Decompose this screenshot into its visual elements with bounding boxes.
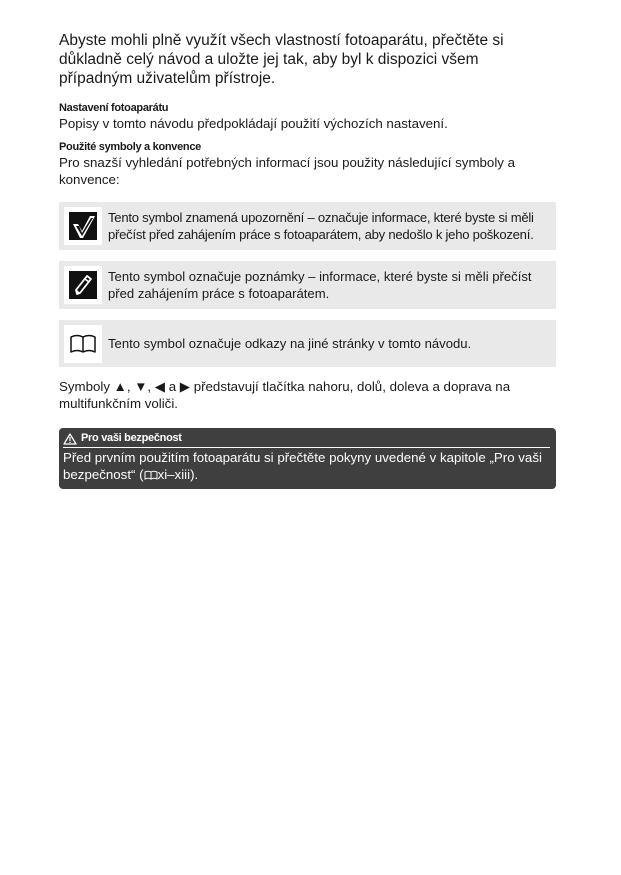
open-book-icon [64,325,102,363]
section-text-camera-settings: Popisy v tomto návodu předpokládají použití výchozích nastavení. [59,116,448,131]
section-heading-symbols: Použité symboly a konvence [59,141,201,153]
section-heading-camera-settings: Nastavení fotoaparátu [59,102,169,114]
manual-page [59,31,556,489]
safety-text-after: ). [190,467,199,482]
caution-symbol-box [59,202,556,250]
reference-symbol-box [59,320,556,367]
caution-symbol-text: Tento symbol znamená upozornění – označuje informace, které byste si měli přečíst před zahájením práce s fotoaparátem, aby nedošlo k jeho poškození. [108,210,534,242]
intro-paragraph: Abyste mohli plně využít všech vlastností fotoaparátu, přečtěte si důkladně celý návod a uložte jej tak, aby byl k dispozici všem případným uživatelům přístroje. [59,32,504,87]
checkmark-caution-icon [64,207,102,245]
pencil-note-icon [64,266,102,304]
section-text-symbols: Pro snazší vyhledání potřebných informací jsou použity následující symboly a konvence: [59,155,516,187]
safety-text-before: Před prvním použitím fotoaparátu si přečtěte pokyny uvedené v kapitole „Pro vaši bezpečnost“ ( [63,450,542,482]
safety-text [63,449,550,483]
safety-page-reference[interactable]: xi–xiii [157,467,191,482]
warning-triangle-icon [63,433,77,445]
note-symbol-text: Tento symbol označuje poznámky – informace, které byste si měli přečíst před zahájením práce s fotoaparátem. [108,269,532,301]
safety-callout [59,428,556,489]
reference-symbol-text: Tento symbol označuje odkazy na jiné stránky v tomto návodu. [108,336,472,351]
note-symbol-box [59,261,556,309]
safety-heading-row [63,431,550,448]
safety-heading: Pro vaši bezpečnost [81,432,182,444]
book-reference-icon [144,467,158,477]
arrow-symbols-text: Symboly ▲, ▼, ◀ a ▶ představují tlačítka nahoru, dolů, doleva a doprava na multifunkčním voliči. [59,379,511,411]
